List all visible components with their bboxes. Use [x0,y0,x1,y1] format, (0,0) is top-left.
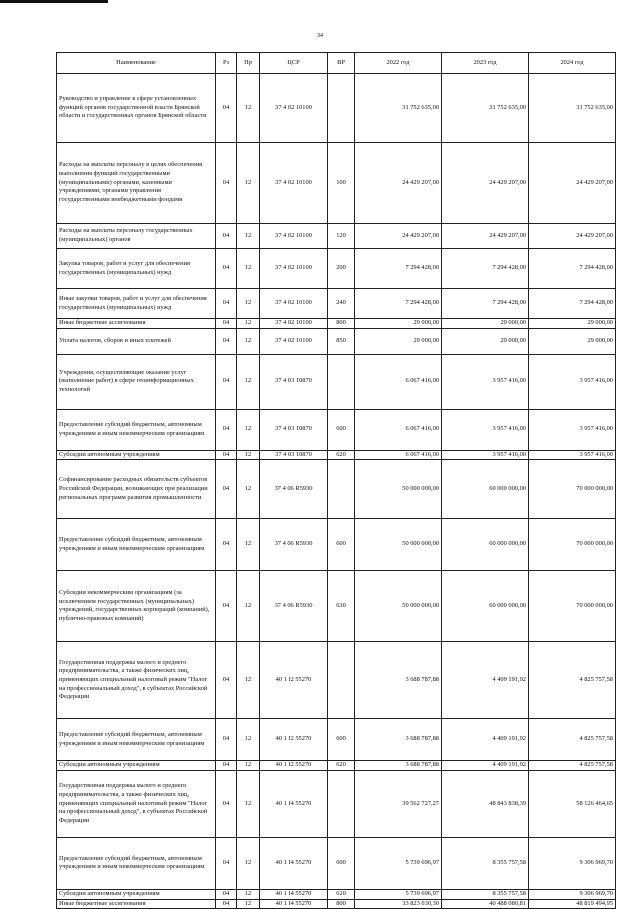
cell-rz: 04 [216,899,237,909]
cell-pr: 12 [237,319,260,329]
cell-csr: 40 1 I4 55270 [260,837,328,889]
cell-vr [328,460,355,519]
cell-name: Иные бюджетные ассигнования [57,319,216,329]
col-header-vr: ВР [328,53,355,74]
table-row [57,224,616,249]
cell-csr: 40 1 I4 55270 [260,889,328,899]
cell-pr: 12 [237,249,260,289]
cell-2024: 31 752 635,00 [529,74,616,143]
cell-pr: 12 [237,354,260,409]
cell-pr: 12 [237,642,260,719]
cell-rz: 04 [216,719,237,761]
cell-pr: 12 [237,289,260,319]
cell-2023: 60 000 000,00 [442,519,529,571]
cell-pr: 12 [237,409,260,450]
cell-csr: 40 1 I2 55270 [260,719,328,761]
cell-name: Субсидии автономным учреждениям [57,761,216,771]
cell-vr: 800 [328,899,355,909]
cell-vr [328,642,355,719]
cell-2023: 4 409 191,92 [442,642,529,719]
cell-name: Субсидии автономным учреждениям [57,450,216,460]
table-row [57,837,616,889]
table-row [57,319,616,329]
cell-csr: 37 4 03 10870 [260,450,328,460]
cell-name: Закупка товаров, работ и услуг для обеспечения государственных (муниципальных) нужд [57,249,216,289]
cell-pr: 12 [237,450,260,460]
cell-rz: 04 [216,74,237,143]
cell-2024: 7 294 428,00 [529,249,616,289]
cell-csr: 37 4 03 10870 [260,354,328,409]
scan-corner-mark [0,0,108,3]
cell-2023: 4 409 191,92 [442,761,529,771]
cell-csr: 37 4 06 R5930 [260,571,328,642]
cell-2024: 9 306 969,70 [529,837,616,889]
cell-csr: 37 4 06 R5930 [260,519,328,571]
cell-2023: 31 752 635,00 [442,74,529,143]
cell-2023: 24 429 207,00 [442,224,529,249]
cell-vr: 600 [328,519,355,571]
table-row [57,409,616,450]
cell-vr: 800 [328,319,355,329]
cell-2022: 50 000 000,00 [355,460,442,519]
cell-csr: 37 4 02 10100 [260,249,328,289]
table-row [57,74,616,143]
cell-rz: 04 [216,409,237,450]
cell-2023: 3 957 416,00 [442,409,529,450]
cell-name: Субсидии некоммерческим организациям (за исключением государственных (муниципальных) учреждений, государственных корпораций (компаний), публично-правовых компаний) [57,571,216,642]
cell-pr: 12 [237,899,260,909]
cell-2024: 9 306 969,70 [529,889,616,899]
table-row [57,761,616,771]
cell-rz: 04 [216,224,237,249]
cell-csr: 37 4 02 10100 [260,143,328,224]
cell-rz: 04 [216,143,237,224]
cell-csr: 37 4 03 10870 [260,409,328,450]
cell-vr: 600 [328,837,355,889]
cell-name: Субсидии автономным учреждениям [57,889,216,899]
cell-2024: 48 819 494,95 [529,899,616,909]
cell-rz: 04 [216,571,237,642]
cell-vr: 600 [328,409,355,450]
cell-rz: 04 [216,249,237,289]
cell-2024: 70 000 000,00 [529,460,616,519]
cell-pr: 12 [237,889,260,899]
cell-2023: 29 000,00 [442,319,529,329]
table-row [57,889,616,899]
cell-name: Иные бюджетные ассигнования [57,899,216,909]
cell-2022: 29 000,00 [355,319,442,329]
cell-2024: 70 000 000,00 [529,571,616,642]
cell-rz: 04 [216,889,237,899]
table-row [57,460,616,519]
cell-vr: 630 [328,571,355,642]
cell-csr: 37 4 06 R5930 [260,460,328,519]
table-body [57,74,616,909]
col-header-name: Наименование [57,53,216,74]
cell-pr: 12 [237,770,260,837]
cell-2022: 5 739 696,97 [355,889,442,899]
cell-csr: 37 4 02 10100 [260,224,328,249]
cell-vr [328,770,355,837]
table-row [57,770,616,837]
cell-rz: 04 [216,460,237,519]
cell-2024: 3 957 416,00 [529,354,616,409]
table-row [57,143,616,224]
cell-2022: 3 688 787,88 [355,761,442,771]
cell-2022: 6 067 416,00 [355,450,442,460]
cell-2022: 7 294 428,00 [355,249,442,289]
cell-rz: 04 [216,354,237,409]
cell-rz: 04 [216,837,237,889]
cell-vr: 620 [328,450,355,460]
table-row [57,328,616,354]
header-row [57,53,616,74]
cell-pr: 12 [237,328,260,354]
cell-vr: 200 [328,249,355,289]
cell-pr: 12 [237,837,260,889]
col-header-2023: 2023 год [442,53,529,74]
cell-rz: 04 [216,770,237,837]
col-header-2022: 2022 год [355,53,442,74]
cell-name: Софинансирование расходных обязательств субъектов Российской Федерации, возникающих при реализации региональных программ развития промышленности [57,460,216,519]
cell-name: Уплата налогов, сборов и иных платежей [57,328,216,354]
cell-2024: 4 825 757,58 [529,761,616,771]
col-header-2024: 2024 год [529,53,616,74]
cell-vr: 240 [328,289,355,319]
cell-csr: 40 1 I4 55270 [260,770,328,837]
table-row [57,719,616,761]
cell-pr: 12 [237,224,260,249]
cell-name: Учреждения, осуществляющие оказание услуг (выполнение работ) в сфере геоинформационных технологий [57,354,216,409]
cell-2023: 60 000 000,00 [442,460,529,519]
cell-2022: 3 688 787,88 [355,642,442,719]
cell-2023: 60 000 000,00 [442,571,529,642]
cell-csr: 40 1 I4 55270 [260,899,328,909]
cell-name: Расходы на выплаты персоналу государственных (муниципальных) органов [57,224,216,249]
col-header-rz: Рз [216,53,237,74]
table-row [57,249,616,289]
cell-2024: 4 825 757,58 [529,642,616,719]
table-row [57,899,616,909]
cell-2022: 7 294 428,00 [355,289,442,319]
cell-2024: 7 294 428,00 [529,289,616,319]
cell-2024: 29 000,00 [529,319,616,329]
cell-2024: 58 126 464,65 [529,770,616,837]
table-row [57,450,616,460]
cell-2023: 7 294 428,00 [442,289,529,319]
cell-2022: 50 000 000,00 [355,571,442,642]
col-header-csr: ЦСР [260,53,328,74]
cell-rz: 04 [216,761,237,771]
cell-pr: 12 [237,460,260,519]
table-row [57,354,616,409]
cell-2023: 48 843 838,39 [442,770,529,837]
cell-name: Иные закупки товаров, работ и услуг для обеспечения государственных (муниципальных) нужд [57,289,216,319]
cell-pr: 12 [237,761,260,771]
cell-name: Предоставление субсидий бюджетным, автономным учреждениям и иным некоммерческим организациям [57,409,216,450]
cell-2023: 40 488 080,81 [442,899,529,909]
cell-2022: 29 000,00 [355,328,442,354]
cell-2022: 6 067 416,00 [355,354,442,409]
cell-2024: 70 000 000,00 [529,519,616,571]
cell-vr: 600 [328,719,355,761]
cell-pr: 12 [237,74,260,143]
cell-2024: 24 429 207,00 [529,143,616,224]
cell-csr: 37 4 02 10100 [260,328,328,354]
cell-2023: 8 355 757,58 [442,889,529,899]
cell-2022: 31 752 635,00 [355,74,442,143]
cell-2023: 7 294 428,00 [442,249,529,289]
cell-csr: 40 1 I2 55270 [260,761,328,771]
cell-csr: 37 4 02 10100 [260,74,328,143]
cell-2022: 3 688 787,88 [355,719,442,761]
cell-name: Предоставление субсидий бюджетным, автономным учреждениям и иным некоммерческим организациям [57,837,216,889]
cell-2022: 5 739 696,97 [355,837,442,889]
cell-name: Государственная поддержка малого и среднего предпринимательства, а также физических лиц, применяющих специальный налоговый режим "Налог на профессиональный доход", в субъектах Российской Федерации [57,642,216,719]
cell-pr: 12 [237,519,260,571]
cell-vr [328,354,355,409]
cell-rz: 04 [216,450,237,460]
cell-vr: 620 [328,761,355,771]
cell-rz: 04 [216,319,237,329]
cell-2023: 3 957 416,00 [442,450,529,460]
cell-name: Государственная поддержка малого и среднего предпринимательства, а также физических лиц, применяющих специальный налоговый режим "Налог на профессиональный доход", в субъектах Российской Федерации [57,770,216,837]
table-row [57,519,616,571]
cell-2023: 4 409 191,92 [442,719,529,761]
cell-pr: 12 [237,571,260,642]
page-number: 34 [317,33,323,39]
cell-rz: 04 [216,328,237,354]
cell-2024: 24 429 207,00 [529,224,616,249]
cell-2022: 24 429 207,00 [355,143,442,224]
budget-table [56,52,616,909]
cell-rz: 04 [216,519,237,571]
cell-csr: 37 4 02 10100 [260,289,328,319]
cell-2022: 39 562 727,27 [355,770,442,837]
table-row [57,571,616,642]
cell-name: Предоставление субсидий бюджетным, автономным учреждениям и иным некоммерческим организациям [57,719,216,761]
cell-rz: 04 [216,642,237,719]
cell-2023: 3 957 416,00 [442,354,529,409]
cell-2023: 24 429 207,00 [442,143,529,224]
cell-name: Предоставление субсидий бюджетным, автономным учреждениям и иным некоммерческим организациям [57,519,216,571]
cell-2022: 6 067 416,00 [355,409,442,450]
cell-csr: 40 1 I2 55270 [260,642,328,719]
cell-2024: 3 957 416,00 [529,409,616,450]
cell-vr [328,74,355,143]
table-header [57,53,616,74]
cell-csr: 37 4 02 10100 [260,319,328,329]
cell-pr: 12 [237,143,260,224]
cell-2023: 8 355 757,58 [442,837,529,889]
table-row [57,289,616,319]
table-row [57,642,616,719]
cell-2022: 24 429 207,00 [355,224,442,249]
cell-name: Расходы на выплаты персоналу в целях обеспечения выполнения функций государственными (муниципальными) органами, казенными учреждениями, органами управления государственными внебюджетными фондами [57,143,216,224]
cell-name: Руководство и управление в сфере установленных функций органов государственной власти Брянской области и государственных органов Брянской области [57,74,216,143]
cell-2022: 33 823 030,30 [355,899,442,909]
col-header-pr: Пр [237,53,260,74]
cell-rz: 04 [216,289,237,319]
cell-vr: 850 [328,328,355,354]
cell-2024: 3 957 416,00 [529,450,616,460]
cell-vr: 100 [328,143,355,224]
cell-2024: 4 825 757,58 [529,719,616,761]
cell-2023: 29 000,00 [442,328,529,354]
cell-vr: 120 [328,224,355,249]
cell-pr: 12 [237,719,260,761]
cell-2022: 50 000 000,00 [355,519,442,571]
cell-2024: 29 000,00 [529,328,616,354]
cell-vr: 620 [328,889,355,899]
